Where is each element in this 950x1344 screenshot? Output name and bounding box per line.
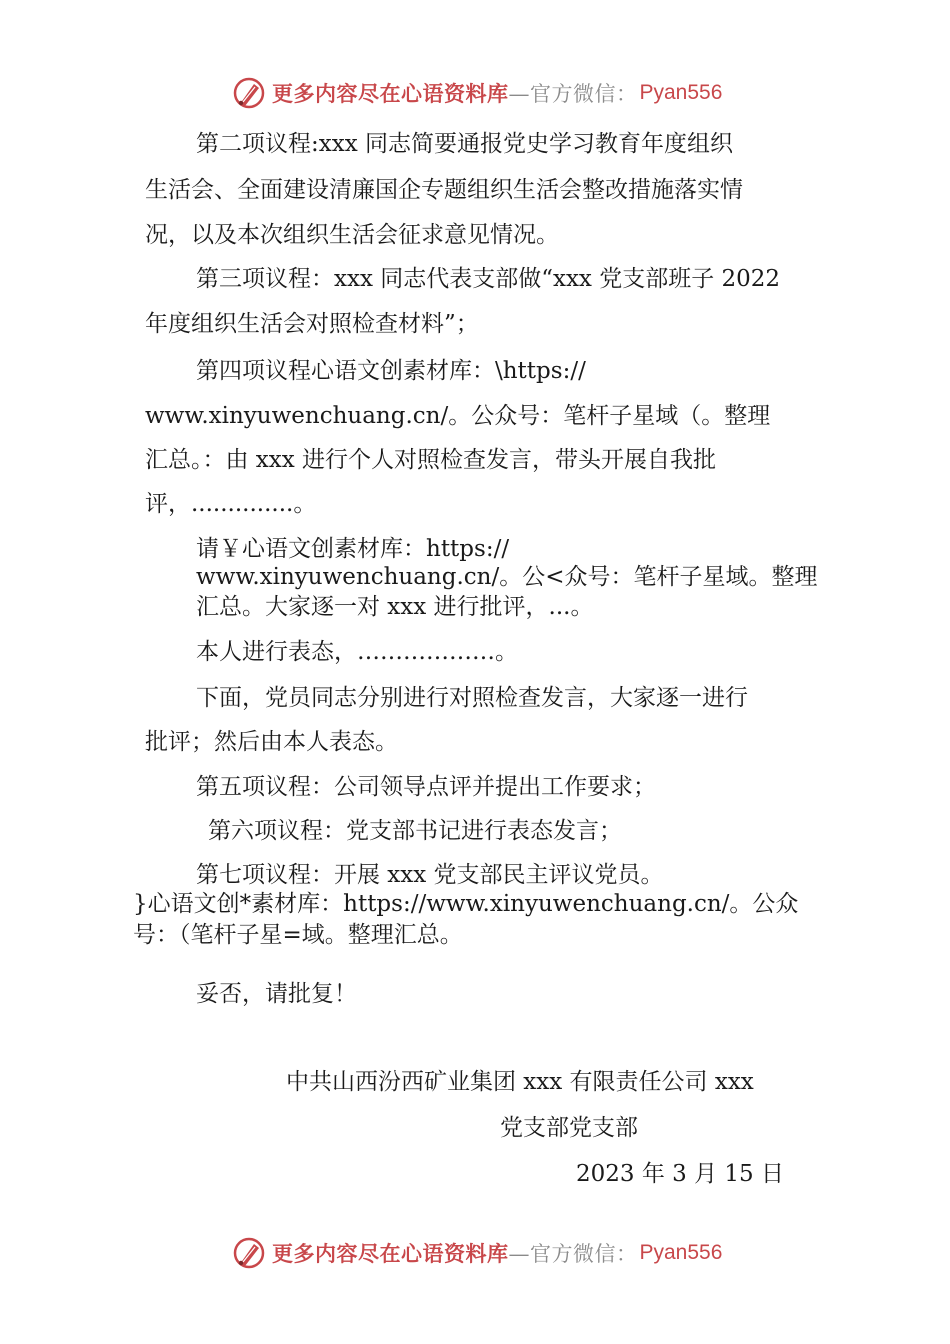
body-line-3: 况，以及本次组织生活会征求意见情况。 [145, 222, 559, 248]
banner-wechat-id: Pyan556 [639, 81, 723, 104]
body-line-2: 生活会、全面建设清廉国企专题组织生活会整改措施落实情 [145, 177, 743, 203]
body-line-4: 第三项议程：xxx 同志代表支部做“xxx 党支部班子 2022 [196, 266, 781, 292]
body-line-14: 下面，党员同志分别进行对照检查发言，大家逐一进行 [196, 685, 748, 711]
signature-date: 2023 年 3 月 15 日 [576, 1161, 784, 1187]
body-line-8: 汇总。：由 xxx 进行个人对照检查发言，带头开展自我批 [145, 447, 717, 473]
body-line-9: 评，..............。 [145, 491, 317, 517]
footer-watermark-banner [232, 1234, 722, 1272]
body-line-16: 第五项议程：公司领导点评并提出工作要求； [196, 774, 656, 800]
body-line-7: www.xinyuwenchuang.cn/。公众号：笔杆子星域（。整理 [145, 403, 771, 429]
header-watermark-banner [232, 74, 722, 112]
body-line-19: }心语文创*素材库：https://www.xinyuwenchuang.cn/。公众 [133, 891, 799, 917]
banner-brand-text: 更多内容尽在心语资料库 [272, 1241, 509, 1266]
signature-org-line2: 党支部党支部 [500, 1115, 638, 1141]
body-line-20: 号：（笔杆子星=域。整理汇总。 [133, 922, 463, 948]
signature-org-line1: 中共山西汾西矿业集团 xxx 有限责任公司 xxx [286, 1069, 754, 1095]
body-line-12: 汇总。大家逐一对 xxx 进行批评，...。 [196, 594, 594, 620]
pen-nib-logo-icon [232, 76, 266, 110]
banner-dash-text: —官方微信： [508, 1242, 638, 1266]
body-line-5: 年度组织生活会对照检查材料”； [145, 311, 479, 337]
body-line-17: 第六项议程：党支部书记进行表态发言； [208, 818, 622, 844]
body-line-1: 第二项议程:xxx 同志简要通报党史学习教育年度组织 [196, 131, 733, 157]
body-line-15: 批评；然后由本人表态。 [145, 729, 398, 755]
banner-dash-text: —官方微信： [508, 82, 638, 106]
body-line-13: 本人进行表态，………………。 [196, 639, 518, 665]
body-line-18: 第七项议程：开展 xxx 党支部民主评议党员。 [196, 862, 664, 888]
body-line-6: 第四项议程心语文创素材库：\https:// [196, 358, 586, 384]
body-line-11: www.xinyuwenchuang.cn/。公<众号：笔杆子星域。整理 [196, 564, 818, 590]
body-line-10: 请￥心语文创素材库：https:// [196, 536, 510, 562]
banner-wechat-id: Pyan556 [639, 1241, 723, 1264]
banner-brand-text: 更多内容尽在心语资料库 [272, 81, 509, 106]
closing-request: 妥否，请批复！ [196, 981, 357, 1007]
pen-nib-logo-icon [232, 1236, 266, 1270]
